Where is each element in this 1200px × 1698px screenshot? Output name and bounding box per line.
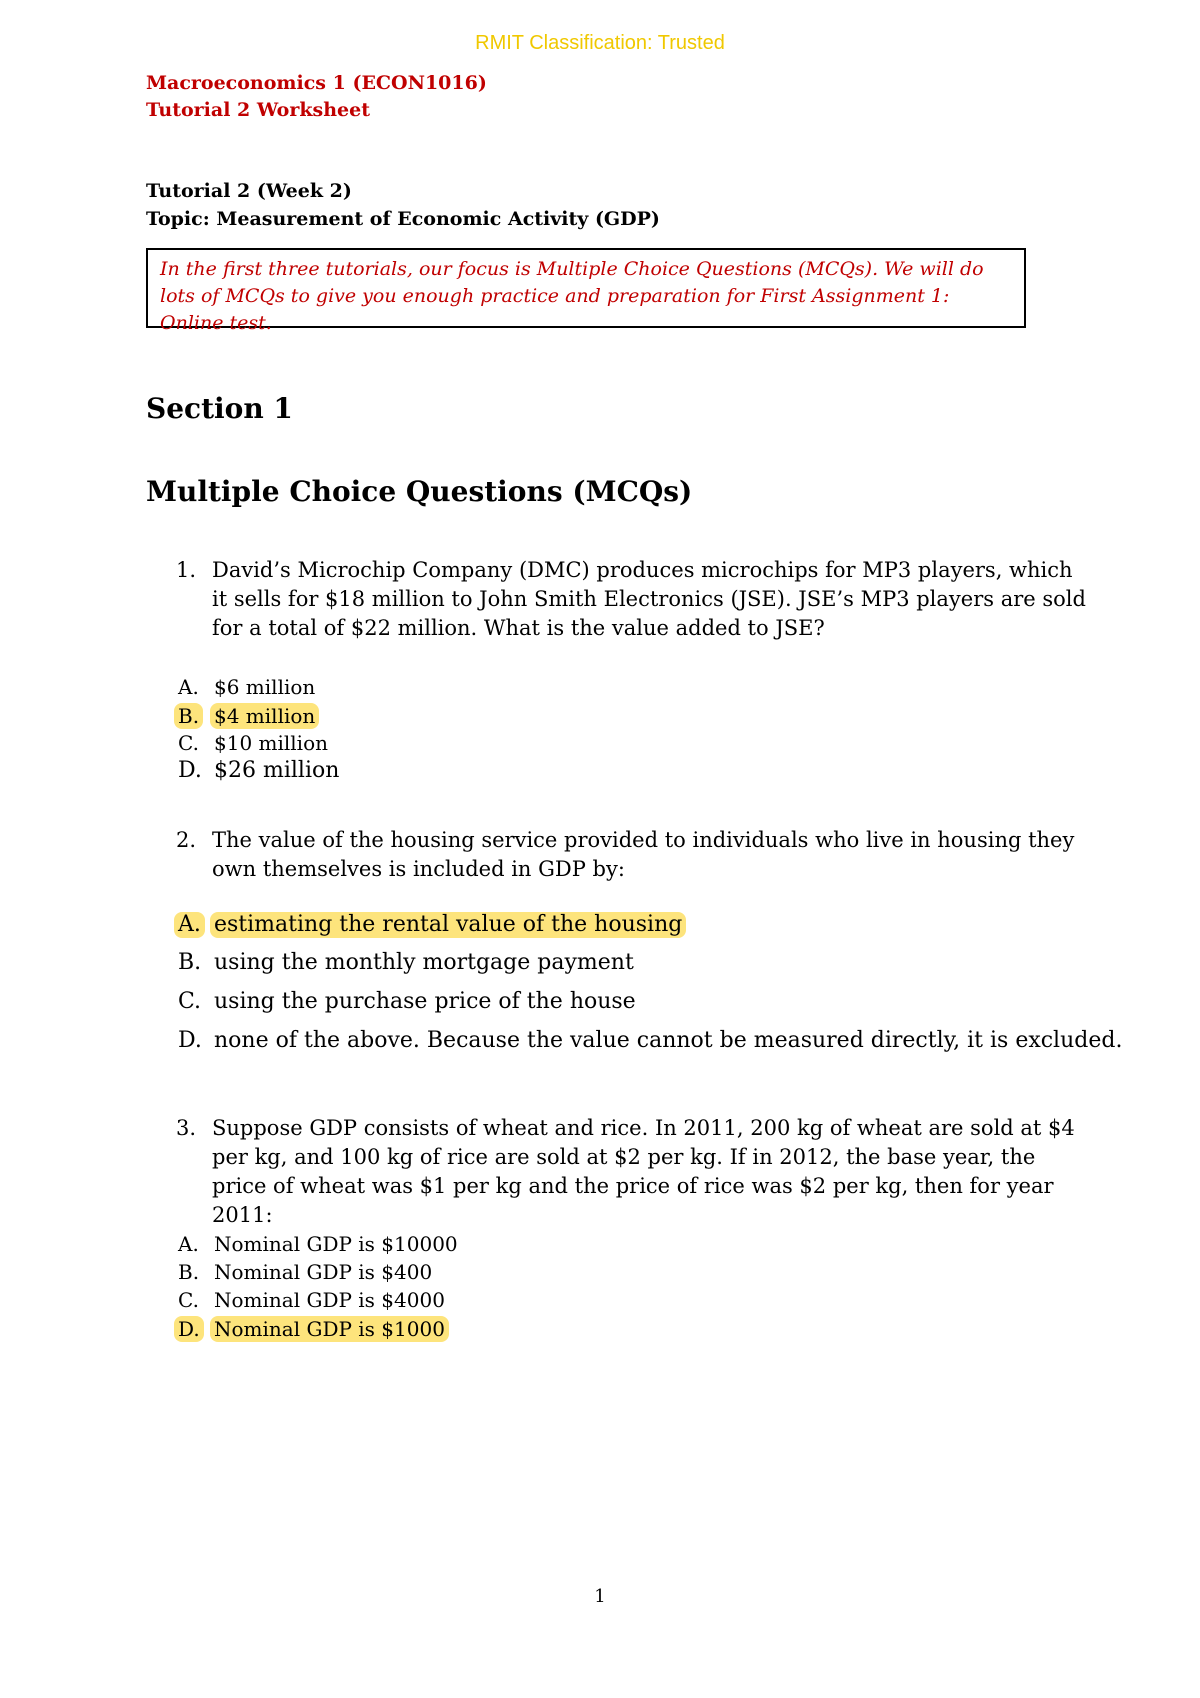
course-title: Macroeconomics 1 (ECON1016) [146, 72, 487, 94]
question-text: The value of the housing service provided to individuals who live in housing they own themselves is included in GDP by: [212, 828, 1075, 881]
worksheet-title: Tutorial 2 Worksheet [146, 99, 370, 121]
page-number: 1 [594, 1586, 606, 1607]
option-letter: C. [178, 989, 202, 1014]
option-text: Nominal GDP is $400 [214, 1260, 433, 1284]
question-number: 3. [176, 1116, 197, 1140]
option-letter: B. [178, 1260, 200, 1284]
section-title: Section 1 [146, 392, 293, 425]
option-letter: C. [178, 731, 199, 755]
option-letter: A. [178, 1232, 199, 1256]
section-subtitle: Multiple Choice Questions (MCQs) [146, 475, 693, 508]
option-text: $10 million [214, 731, 329, 755]
option-letter: A. [174, 912, 205, 938]
option-letter: B. [178, 950, 202, 975]
question-1 [176, 556, 1096, 646]
option-text: using the purchase price of the house [214, 989, 636, 1014]
option-text: estimating the rental value of the housing [210, 912, 686, 938]
option-text: Nominal GDP is $10000 [214, 1232, 458, 1256]
option-text: $4 million [210, 703, 319, 729]
topic-heading: Topic: Measurement of Economic Activity (GDP) [146, 208, 660, 230]
option-text: none of the above. Because the value cannot be measured directly, it is excluded. [214, 1028, 1123, 1053]
question-text: Suppose GDP consists of wheat and rice. In 2011, 200 kg of wheat are sold at $4 per kg, and 100 kg of rice are sold at $2 per kg. If in 2012, the base year, the price of wheat was $1 per kg and the price of rice was $2 per kg, then for year 2011: [212, 1116, 1075, 1227]
option-text: Nominal GDP is $4000 [214, 1288, 445, 1312]
option-letter: C. [178, 1288, 199, 1312]
option-letter: D. [174, 1316, 204, 1342]
classification-label: RMIT Classification: Trusted [475, 32, 725, 54]
question-number: 2. [176, 828, 197, 852]
option-text: $6 million [214, 675, 316, 699]
tutorial-heading: Tutorial 2 (Week 2) [146, 180, 352, 202]
option-text: Nominal GDP is $1000 [210, 1316, 449, 1342]
option-letter: D. [178, 1028, 202, 1053]
question-number: 1. [176, 558, 197, 582]
question-text: David’s Microchip Company (DMC) produces microchips for MP3 players, which it sells for $18 million to John Smith Electronics (JSE). JSE’s MP3 players are sold for a total of $22 million. What is the value added to JSE? [212, 558, 1086, 640]
question-2 [176, 826, 1096, 886]
focus-note-box [146, 248, 1026, 334]
option-letter: B. [174, 703, 203, 729]
option-letter: A. [178, 675, 199, 699]
focus-note-text: In the first three tutorials, our focus is Multiple Choice Questions (MCQs). We will do lots of MCQs to give you enough practice and preparation for First Assignment 1: Online test. [160, 258, 984, 334]
option-text: using the monthly mortgage payment [214, 950, 634, 975]
option-text: $26 million [214, 758, 340, 783]
question-3 [176, 1114, 1096, 1227]
option-letter: D. [178, 758, 202, 783]
